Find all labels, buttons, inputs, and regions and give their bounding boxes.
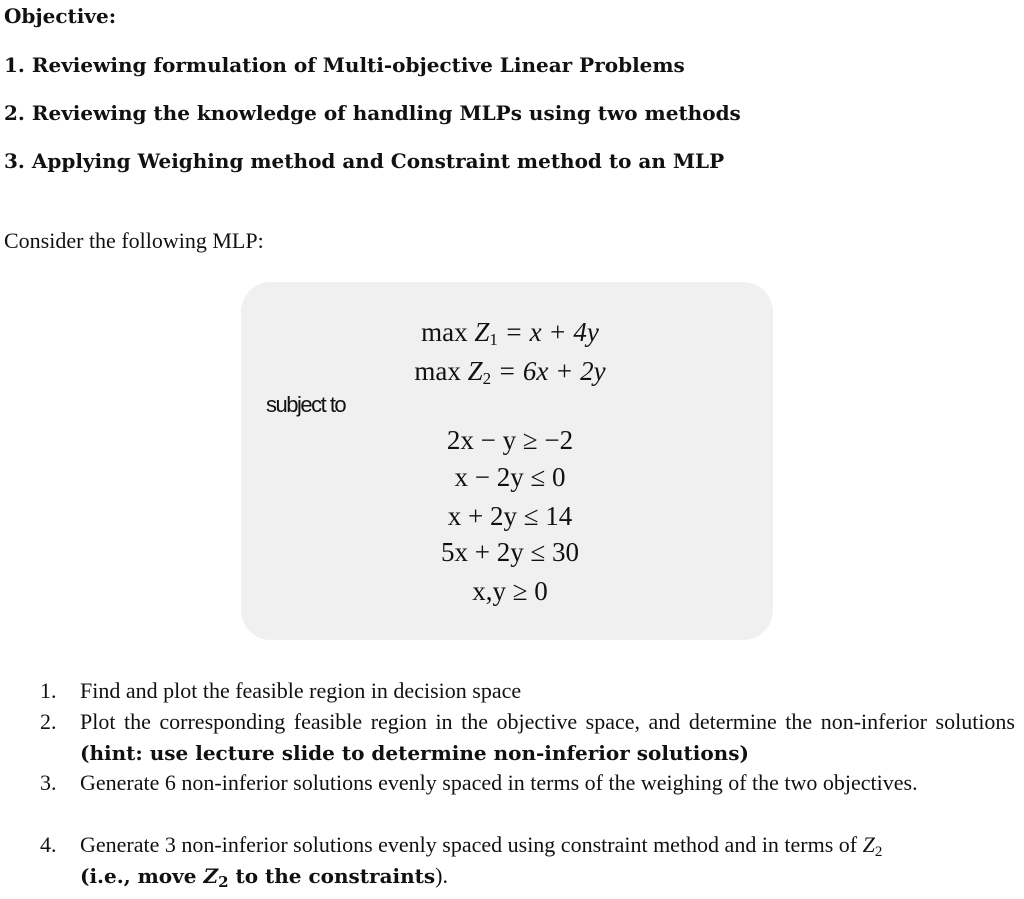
- bold-prefix: (i.e., move: [80, 864, 204, 888]
- task-tail: ).: [435, 863, 448, 888]
- task-item-4: [40, 829, 1015, 892]
- task-text: Plot the corresponding feasible region in the objective space, and determine the non-inferior solutions: [80, 709, 1015, 734]
- task-number: 1.: [40, 678, 57, 703]
- constraint-2: x − 2y ≤ 0: [454, 462, 566, 492]
- z2-variable: Z: [862, 832, 875, 857]
- task-text: Find and plot the feasible region in decision space: [80, 678, 522, 703]
- task-text: Generate 6 non-inferior solutions evenly spaced in terms of the weighing of the two objectives.: [80, 770, 918, 795]
- z1-subscript: 1: [489, 330, 498, 349]
- bold-suffix: to the constraints: [228, 864, 436, 888]
- subject-to-label: subject to: [266, 392, 346, 417]
- task-text: Generate 3 non-inferior solutions evenly spaced using constraint method and in terms of: [80, 832, 863, 857]
- task-item-1: [40, 675, 1015, 706]
- z1-variable: Z: [474, 317, 490, 347]
- task-text-block: [80, 706, 1015, 769]
- objective-item-1: 1. Reviewing formulation of Multi-objective Linear Problems: [4, 53, 685, 77]
- objective-title: Objective:: [4, 4, 117, 28]
- objective-item-2: 2. Reviewing the knowledge of handling MLPs using two methods: [4, 101, 741, 125]
- constraint-5: x,y ≥ 0: [472, 576, 548, 606]
- task-number: 3.: [40, 770, 57, 795]
- z1-expression: = x + 4y: [497, 317, 599, 347]
- objective-function-z2: [360, 355, 660, 387]
- max-label: max: [414, 356, 468, 386]
- task-number: 2.: [40, 709, 57, 734]
- task-item-2: [40, 706, 1015, 769]
- task-item-3: [40, 767, 1015, 798]
- task-text-block: [80, 829, 1015, 892]
- objective-item-3: 3. Applying Weighing method and Constraint method to an MLP: [4, 149, 725, 173]
- task-number: 4.: [40, 832, 57, 857]
- intro-text: Consider the following MLP:: [4, 228, 264, 253]
- constraint-4: 5x + 2y ≤ 30: [440, 537, 580, 567]
- z2-subscript: 2: [874, 844, 883, 860]
- z2-subscript: 2: [218, 873, 229, 891]
- z2-variable: Z: [203, 864, 219, 888]
- task-bold-note: [80, 864, 436, 891]
- task-hint: (hint: use lecture slide to determine non-inferior solutions): [80, 741, 749, 765]
- constraint-1: 2x − y ≥ −2: [446, 425, 574, 455]
- z2-variable: Z: [467, 356, 483, 386]
- z2-expression: = 6x + 2y: [491, 356, 606, 386]
- z2-subscript: 2: [482, 369, 492, 388]
- constraint-3: x + 2y ≤ 14: [447, 501, 573, 531]
- max-label: max: [421, 317, 475, 347]
- objective-function-z1: [360, 316, 660, 348]
